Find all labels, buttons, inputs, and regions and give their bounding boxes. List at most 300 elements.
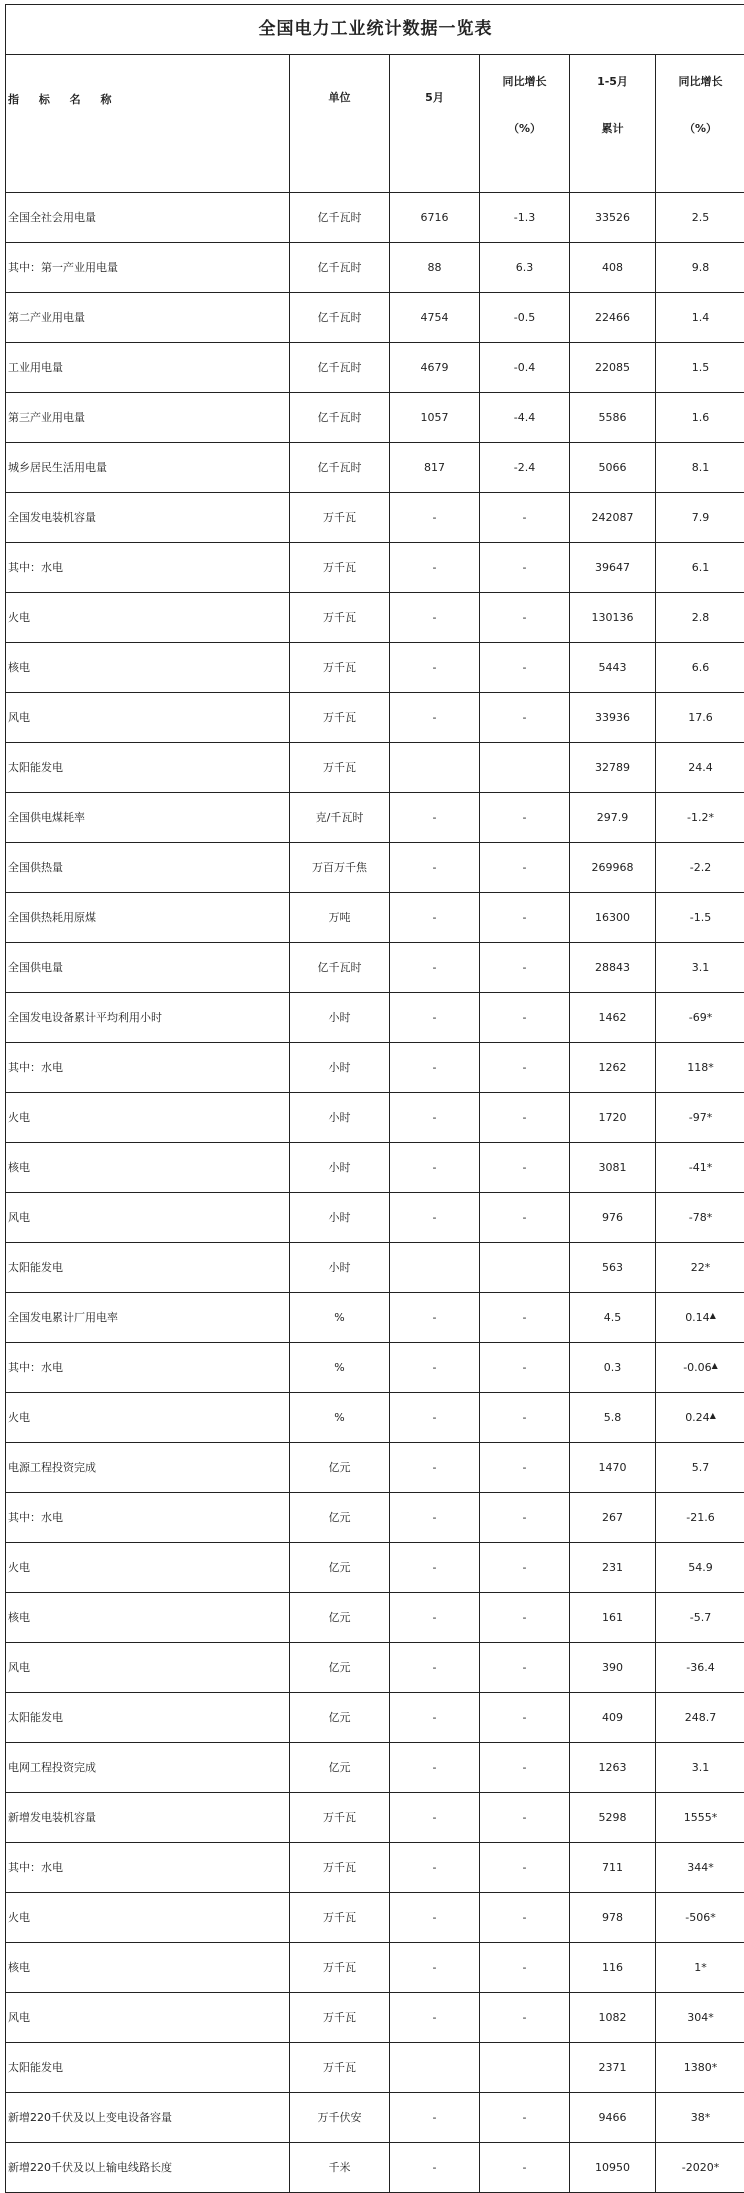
row-name: 新增发电装机容量 [6,1793,290,1843]
header-yoy-may-line2: （%） [482,122,567,135]
row-may-value: - [390,1293,480,1343]
row-may-yoy: - [480,943,570,993]
row-unit: 千米 [290,2143,390,2193]
row-unit: 万千瓦 [290,693,390,743]
row-cumulative-value: 5066 [570,443,656,493]
row-may-yoy: -2.4 [480,443,570,493]
row-cumulative-yoy: 6.6 [656,643,744,693]
row-name: 全国全社会用电量 [6,193,290,243]
row-may-yoy: - [480,893,570,943]
row-may-yoy: - [480,1543,570,1593]
row-name: 新增220千伏及以上输电线路长度 [6,2143,290,2193]
row-cumulative-yoy: 3.1 [656,943,744,993]
row-unit: 小时 [290,1043,390,1093]
table-row [6,2093,744,2143]
row-cumulative-value: 409 [570,1693,656,1743]
row-may-yoy: - [480,1043,570,1093]
row-may-value: - [390,793,480,843]
row-unit: 万千瓦 [290,493,390,543]
row-name: 核电 [6,1143,290,1193]
row-name: 全国供热耗用原煤 [6,893,290,943]
table-row [6,843,744,893]
header-yoy-cumulative-line2: （%） [658,122,743,135]
row-unit: 亿千瓦时 [290,443,390,493]
row-name: 全国发电累计厂用电率 [6,1293,290,1343]
row-name: 核电 [6,1593,290,1643]
row-unit: 万千伏安 [290,2093,390,2143]
row-name: 火电 [6,1093,290,1143]
row-unit: 亿千瓦时 [290,393,390,443]
row-may-value: 4754 [390,293,480,343]
triangle-marker-icon: ▲ [712,1361,718,1370]
row-cumulative-value: 297.9 [570,793,656,843]
row-may-value: - [390,1443,480,1493]
row-may-yoy: - [480,493,570,543]
table-row [6,193,744,243]
row-name: 其中：第一产业用电量 [6,243,290,293]
row-unit: 万百万千焦 [290,843,390,893]
row-cumulative-value: 116 [570,1943,656,1993]
table-row [6,1793,744,1843]
header-row [6,55,744,193]
row-may-value: - [390,593,480,643]
row-may-value: - [390,1843,480,1893]
row-may-yoy: - [480,1893,570,1943]
row-name: 风电 [6,1993,290,2043]
row-cumulative-value: 161 [570,1593,656,1643]
row-may-yoy: - [480,843,570,893]
row-may-yoy: - [480,1393,570,1443]
row-cumulative-value: 4.5 [570,1293,656,1343]
row-name: 太阳能发电 [6,2043,290,2093]
row-cumulative-yoy: 3.1 [656,1743,744,1793]
row-may-yoy: - [480,1793,570,1843]
row-may-value: - [390,1893,480,1943]
row-cumulative-yoy: -2020* [656,2143,744,2193]
row-cumulative-yoy: -5.7 [656,1593,744,1643]
row-cumulative-yoy: -36.4 [656,1643,744,1693]
table-row [6,593,744,643]
table-row [6,1643,744,1693]
row-may-yoy: - [480,2093,570,2143]
row-may-yoy: - [480,1143,570,1193]
row-cumulative-yoy: 1.4 [656,293,744,343]
row-name: 全国供电煤耗率 [6,793,290,843]
row-unit: 小时 [290,1193,390,1243]
row-cumulative-yoy: -2.2 [656,843,744,893]
header-yoy-cumulative-line1: 同比增长 [679,75,723,88]
row-cumulative-value: 130136 [570,593,656,643]
row-may-value: - [390,1043,480,1093]
row-may-yoy: - [480,1493,570,1543]
row-unit: 万千瓦 [290,1843,390,1893]
row-may-value: - [390,543,480,593]
header-cumulative-line1: 1-5月 [597,75,628,88]
row-unit: % [290,1293,390,1343]
row-cumulative-value: 32789 [570,743,656,793]
table-row [6,293,744,343]
row-may-value [390,743,480,793]
row-may-yoy: -4.4 [480,393,570,443]
row-may-yoy: - [480,1943,570,1993]
row-may-yoy: - [480,793,570,843]
row-cumulative-value: 2371 [570,2043,656,2093]
row-may-value: - [390,1993,480,2043]
triangle-marker-icon: ▲ [710,1311,716,1320]
row-may-yoy: - [480,1443,570,1493]
row-may-value: - [390,1693,480,1743]
header-cumulative [570,55,656,193]
row-cumulative-value: 390 [570,1643,656,1693]
row-name: 其中：水电 [6,543,290,593]
row-unit: 万千瓦 [290,643,390,693]
row-unit: 克/千瓦时 [290,793,390,843]
row-may-yoy: - [480,1643,570,1693]
row-cumulative-value: 231 [570,1543,656,1593]
row-may-yoy: - [480,593,570,643]
table-row [6,243,744,293]
row-unit: % [290,1393,390,1443]
row-name: 太阳能发电 [6,1243,290,1293]
row-may-value: - [390,2143,480,2193]
row-cumulative-yoy: 38* [656,2093,744,2143]
row-cumulative-value: 978 [570,1893,656,1943]
row-cumulative-value: 1720 [570,1093,656,1143]
row-cumulative-value: 1082 [570,1993,656,2043]
row-unit: 万千瓦 [290,743,390,793]
row-may-yoy: - [480,543,570,593]
row-cumulative-yoy: 54.9 [656,1543,744,1593]
row-name: 风电 [6,1643,290,1693]
row-cumulative-value: 242087 [570,493,656,543]
row-may-value: 1057 [390,393,480,443]
row-name: 风电 [6,693,290,743]
row-unit: 万千瓦 [290,593,390,643]
row-name: 核电 [6,643,290,693]
row-unit: 亿元 [290,1443,390,1493]
table-row [6,1043,744,1093]
table-row [6,1543,744,1593]
table-row [6,2143,744,2193]
row-may-value: 6716 [390,193,480,243]
row-may-value: - [390,1643,480,1693]
table-row [6,1443,744,1493]
row-may-value: 4679 [390,343,480,393]
row-unit: 亿千瓦时 [290,243,390,293]
row-cumulative-value: 711 [570,1843,656,1893]
row-name: 工业用电量 [6,343,290,393]
row-cumulative-value: 976 [570,1193,656,1243]
row-cumulative-value: 267 [570,1493,656,1543]
row-cumulative-yoy: 1* [656,1943,744,1993]
row-cumulative-value: 5443 [570,643,656,693]
row-unit: 万吨 [290,893,390,943]
row-cumulative-yoy: 118* [656,1043,744,1093]
table-row [6,1493,744,1543]
row-cumulative-yoy: 248.7 [656,1693,744,1743]
row-unit: 万千瓦 [290,543,390,593]
row-unit: 万千瓦 [290,1793,390,1843]
table-row [6,1193,744,1243]
row-unit: 亿千瓦时 [290,193,390,243]
row-may-value [390,1243,480,1293]
row-unit: 亿元 [290,1543,390,1593]
row-cumulative-yoy: 24.4 [656,743,744,793]
row-name: 电网工程投资完成 [6,1743,290,1793]
row-may-value: - [390,693,480,743]
row-cumulative-yoy [656,1343,744,1393]
row-may-value: - [390,993,480,1043]
row-unit: 亿元 [290,1743,390,1793]
row-cumulative-value: 33936 [570,693,656,743]
row-cumulative-yoy: 1380* [656,2043,744,2093]
row-cumulative-yoy-value: -0.06 [683,1361,711,1374]
table-row [6,1343,744,1393]
row-may-yoy: - [480,1993,570,2043]
row-may-yoy: -0.5 [480,293,570,343]
row-name: 核电 [6,1943,290,1993]
row-cumulative-value: 0.3 [570,1343,656,1393]
table-row [6,393,744,443]
row-may-yoy [480,1243,570,1293]
header-yoy-may-line1: 同比增长 [503,75,547,88]
row-unit: 亿元 [290,1643,390,1693]
row-cumulative-value: 16300 [570,893,656,943]
row-cumulative-yoy-value: 0.14 [685,1311,710,1324]
row-cumulative-yoy: 17.6 [656,693,744,743]
row-name: 太阳能发电 [6,1693,290,1743]
row-unit: 万千瓦 [290,2043,390,2093]
header-indicator: 指 标 名 称 [6,55,290,193]
row-name: 全国发电设备累计平均利用小时 [6,993,290,1043]
table-row [6,643,744,693]
row-may-value: - [390,1493,480,1543]
row-name: 其中：水电 [6,1493,290,1543]
table-row [6,1993,744,2043]
row-cumulative-yoy: 5.7 [656,1443,744,1493]
row-may-yoy [480,2043,570,2093]
row-cumulative-yoy: -69* [656,993,744,1043]
row-may-yoy [480,743,570,793]
triangle-marker-icon: ▲ [710,1411,716,1420]
row-cumulative-value: 563 [570,1243,656,1293]
row-unit: 亿元 [290,1593,390,1643]
table-row [6,1093,744,1143]
row-may-value: - [390,1943,480,1993]
row-may-yoy: - [480,1343,570,1393]
row-name: 火电 [6,1893,290,1943]
row-cumulative-yoy: -506* [656,1893,744,1943]
header-unit: 单位 [290,55,390,193]
row-may-yoy: - [480,1843,570,1893]
row-unit: 万千瓦 [290,1893,390,1943]
row-cumulative-value: 1462 [570,993,656,1043]
row-cumulative-yoy: 1.5 [656,343,744,393]
row-unit: % [290,1343,390,1393]
table-row [6,543,744,593]
row-may-yoy: - [480,1593,570,1643]
row-cumulative-yoy: -41* [656,1143,744,1193]
row-may-value: - [390,643,480,693]
row-name: 其中：水电 [6,1343,290,1393]
row-cumulative-value: 22085 [570,343,656,393]
row-cumulative-value: 1470 [570,1443,656,1493]
row-cumulative-value: 5586 [570,393,656,443]
row-name: 电源工程投资完成 [6,1443,290,1493]
row-may-yoy: - [480,1193,570,1243]
row-cumulative-value: 5.8 [570,1393,656,1443]
row-unit: 亿元 [290,1693,390,1743]
header-yoy-cumulative [656,55,744,193]
row-may-value: - [390,943,480,993]
table-row [6,443,744,493]
table-row [6,1593,744,1643]
table-row [6,1293,744,1343]
row-cumulative-yoy: -97* [656,1093,744,1143]
row-may-value: - [390,1343,480,1393]
table-row [6,1843,744,1893]
row-cumulative-yoy: 6.1 [656,543,744,593]
row-cumulative-value: 9466 [570,2093,656,2143]
row-cumulative-value: 39647 [570,543,656,593]
row-unit: 亿千瓦时 [290,293,390,343]
row-may-value: - [390,1543,480,1593]
row-cumulative-value: 22466 [570,293,656,343]
row-unit: 小时 [290,993,390,1043]
table-row [6,743,744,793]
row-cumulative-yoy [656,1393,744,1443]
row-cumulative-yoy: 9.8 [656,243,744,293]
header-yoy-may [480,55,570,193]
row-may-yoy: -0.4 [480,343,570,393]
table-row [6,1693,744,1743]
row-may-value: - [390,843,480,893]
row-cumulative-yoy: -78* [656,1193,744,1243]
row-cumulative-yoy: 344* [656,1843,744,1893]
row-name: 全国供热量 [6,843,290,893]
row-may-value: - [390,1593,480,1643]
row-cumulative-yoy: -1.5 [656,893,744,943]
row-may-yoy: - [480,1293,570,1343]
row-name: 第二产业用电量 [6,293,290,343]
row-cumulative-yoy: -21.6 [656,1493,744,1543]
row-unit: 万千瓦 [290,1993,390,2043]
row-cumulative-yoy: 2.8 [656,593,744,643]
row-may-yoy: - [480,1093,570,1143]
row-cumulative-yoy: 2.5 [656,193,744,243]
table-row [6,1393,744,1443]
statistics-table [5,4,744,2193]
table-row [6,493,744,543]
row-may-value: - [390,2093,480,2143]
row-cumulative-value: 1262 [570,1043,656,1093]
table-row [6,693,744,743]
row-may-value: - [390,1393,480,1443]
row-may-yoy: - [480,1693,570,1743]
row-cumulative-value: 10950 [570,2143,656,2193]
row-unit: 小时 [290,1093,390,1143]
row-name: 太阳能发电 [6,743,290,793]
row-may-yoy: -1.3 [480,193,570,243]
row-may-value: 88 [390,243,480,293]
row-cumulative-yoy-value: 0.24 [685,1411,710,1424]
row-may-value: - [390,1143,480,1193]
table-row [6,893,744,943]
row-name: 其中：水电 [6,1843,290,1893]
row-cumulative-yoy: 7.9 [656,493,744,543]
row-cumulative-yoy: 1555* [656,1793,744,1843]
row-may-value [390,2043,480,2093]
row-may-value: - [390,1793,480,1843]
table-row [6,1893,744,1943]
row-may-yoy: - [480,643,570,693]
row-name: 第三产业用电量 [6,393,290,443]
row-name: 全国发电装机容量 [6,493,290,543]
table-row [6,993,744,1043]
row-unit: 亿千瓦时 [290,343,390,393]
row-may-value: 817 [390,443,480,493]
row-may-yoy: 6.3 [480,243,570,293]
row-may-yoy: - [480,993,570,1043]
row-cumulative-yoy [656,1293,744,1343]
row-cumulative-value: 28843 [570,943,656,993]
table-row [6,1143,744,1193]
row-unit: 亿千瓦时 [290,943,390,993]
table-row [6,1743,744,1793]
row-may-value: - [390,493,480,543]
row-may-value: - [390,1093,480,1143]
header-may: 5月 [390,55,480,193]
row-may-yoy: - [480,1743,570,1793]
row-cumulative-value: 3081 [570,1143,656,1193]
table-row [6,793,744,843]
row-unit: 万千瓦 [290,1943,390,1993]
row-name: 火电 [6,1543,290,1593]
row-unit: 小时 [290,1143,390,1193]
row-unit: 亿元 [290,1493,390,1543]
row-may-yoy: - [480,2143,570,2193]
row-cumulative-value: 269968 [570,843,656,893]
table-title: 全国电力工业统计数据一览表 [6,5,744,55]
row-cumulative-value: 408 [570,243,656,293]
row-name: 城乡居民生活用电量 [6,443,290,493]
table-row [6,343,744,393]
table-row [6,1943,744,1993]
row-name: 其中：水电 [6,1043,290,1093]
row-may-value: - [390,1193,480,1243]
row-unit: 小时 [290,1243,390,1293]
row-cumulative-yoy: 1.6 [656,393,744,443]
row-name: 风电 [6,1193,290,1243]
row-may-yoy: - [480,693,570,743]
row-name: 火电 [6,1393,290,1443]
row-cumulative-value: 5298 [570,1793,656,1843]
table-row [6,1243,744,1293]
row-cumulative-yoy: 8.1 [656,443,744,493]
row-may-value: - [390,893,480,943]
header-cumulative-line2: 累计 [572,122,653,135]
row-may-value: - [390,1743,480,1793]
row-name: 全国供电量 [6,943,290,993]
table-row [6,2043,744,2093]
row-cumulative-yoy: 304* [656,1993,744,2043]
row-name: 新增220千伏及以上变电设备容量 [6,2093,290,2143]
row-name: 火电 [6,593,290,643]
row-cumulative-value: 1263 [570,1743,656,1793]
row-cumulative-value: 33526 [570,193,656,243]
table-row [6,943,744,993]
row-cumulative-yoy: 22* [656,1243,744,1293]
